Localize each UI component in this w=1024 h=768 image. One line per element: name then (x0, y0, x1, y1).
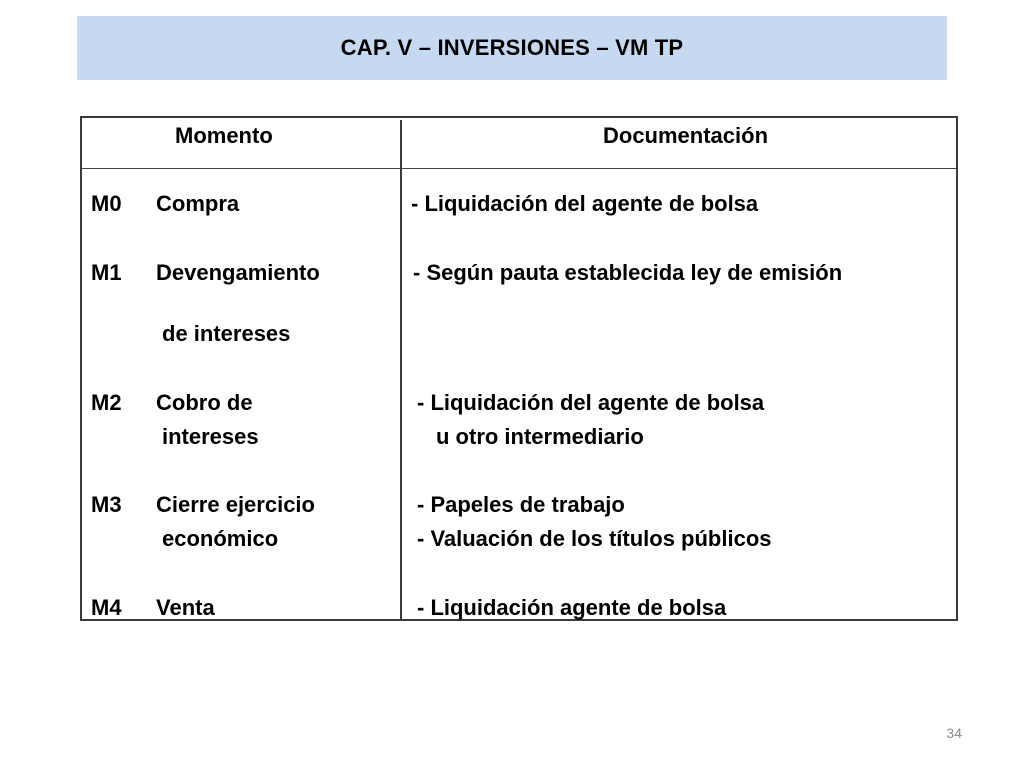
row-moment: Cobro de (156, 390, 253, 415)
row-moment-continued: intereses (162, 424, 259, 449)
slide-title-bar (77, 16, 947, 80)
header-moment: Momento (175, 123, 273, 148)
header-documentation: Documentación (603, 123, 769, 148)
row-moment-continued: económico (162, 526, 279, 551)
slide-title: CAP. V – INVERSIONES – VM TP (340, 35, 684, 60)
row-documentation: - Liquidación del agente de bolsa (417, 390, 765, 415)
header-divider (82, 168, 956, 169)
row-documentation-continued: - Valuación de los títulos públicos (417, 526, 772, 551)
row-code: M2 (91, 390, 122, 415)
row-code: M0 (91, 191, 122, 216)
row-documentation: - Liquidación del agente de bolsa (411, 191, 759, 216)
row-documentation-continued: u otro intermediario (436, 424, 644, 449)
row-documentation: - Papeles de trabajo (417, 492, 625, 517)
moments-table (80, 116, 958, 621)
row-code: M1 (91, 260, 122, 285)
row-code: M3 (91, 492, 122, 517)
column-divider (400, 120, 402, 619)
page-number: 34 (946, 725, 962, 741)
row-moment: Cierre ejercicio (156, 492, 315, 517)
row-moment: Devengamiento (156, 260, 320, 285)
row-documentation: - Según pauta establecida ley de emisión (413, 260, 843, 285)
row-moment: Compra (156, 191, 240, 216)
row-moment-continued: de intereses (162, 321, 291, 346)
row-documentation: - Liquidación agente de bolsa (417, 595, 727, 620)
row-moment: Venta (156, 595, 215, 620)
row-code: M4 (91, 595, 122, 620)
